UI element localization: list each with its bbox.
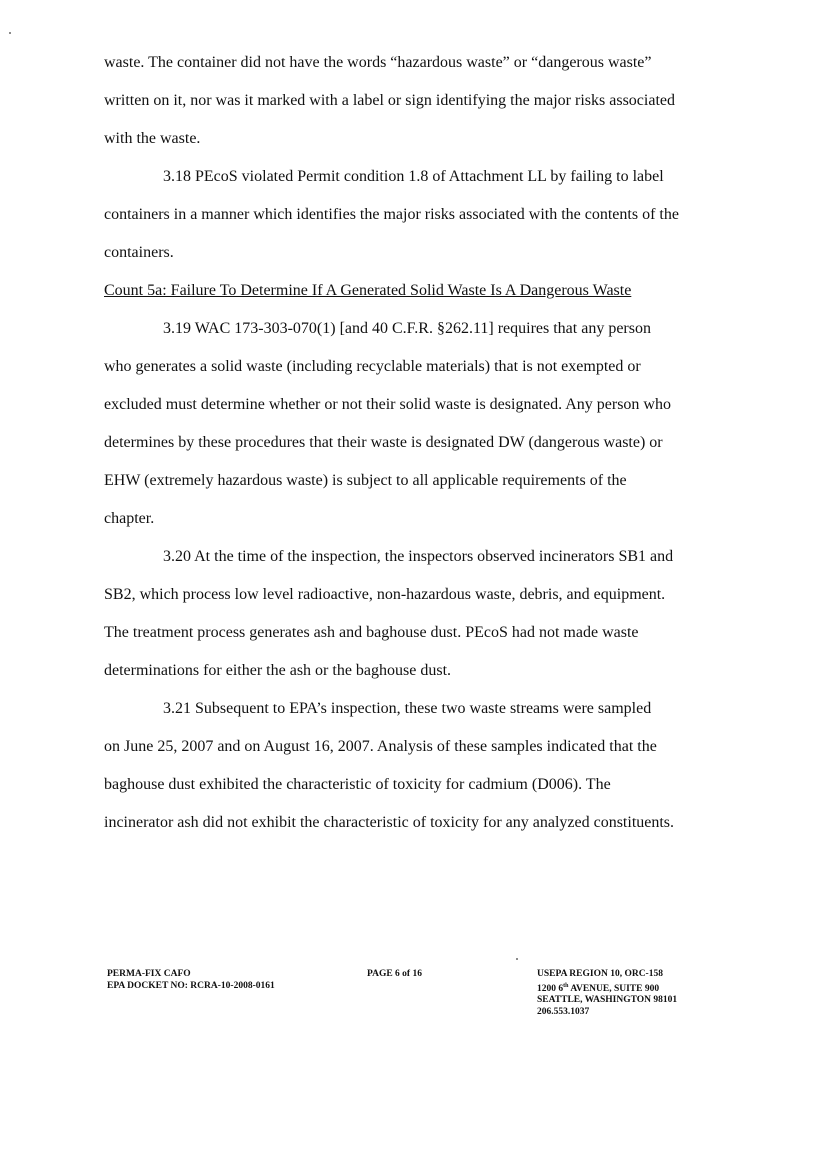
scan-speck	[9, 32, 11, 34]
text-line: who generates a solid waste (including recyclable materials) that is not exempted or	[104, 358, 641, 375]
section-heading: Count 5a: Failure To Determine If A Generated Solid Waste Is A Dangerous Waste	[104, 282, 632, 299]
text-line: The treatment process generates ash and baghouse dust. PEcoS had not made waste	[104, 624, 639, 641]
footer-office: USEPA REGION 10, ORC-158	[537, 969, 663, 979]
footer-docket-number: EPA DOCKET NO: RCRA-10-2008-0161	[107, 980, 275, 991]
footer-page-number: PAGE 6 of 16	[367, 969, 422, 979]
text-line: waste. The container did not have the words “hazardous waste” or “dangerous waste”	[104, 54, 652, 71]
text-line: SB2, which process low level radioactive, non-hazardous waste, debris, and equipment.	[104, 586, 666, 603]
text-line: 3.20 At the time of the inspection, the inspectors observed incinerators SB1 and	[163, 548, 674, 565]
text-line: containers in a manner which identifies the major risks associated with the contents of the	[104, 206, 679, 223]
text-line: 3.19 WAC 173-303-070(1) [and 40 C.F.R. §262.11] requires that any person	[163, 320, 651, 337]
text-line: determines by these procedures that their waste is designated DW (dangerous waste) or	[104, 434, 663, 451]
text-line: written on it, nor was it marked with a label or sign identifying the major risks associated	[104, 92, 675, 109]
scan-speck	[516, 958, 518, 960]
text-line: with the waste.	[104, 130, 201, 147]
text-line: EHW (extremely hazardous waste) is subject to all applicable requirements of the	[104, 472, 627, 489]
footer-case-name: PERMA-FIX CAFO	[107, 969, 191, 979]
text-line: 3.18 PEcoS violated Permit condition 1.8 of Attachment LL by failing to label	[163, 168, 664, 185]
text-line: excluded must determine whether or not their solid waste is designated. Any person who	[104, 396, 671, 413]
text-line: chapter.	[104, 510, 155, 527]
text-line: incinerator ash did not exhibit the characteristic of toxicity for any analyzed constituents.	[104, 814, 675, 831]
footer-city: SEATTLE, WASHINGTON 98101	[537, 995, 678, 1006]
text-line: containers.	[104, 244, 174, 261]
footer-phone: 206.553.1037	[537, 1006, 590, 1017]
footer-left	[107, 969, 275, 992]
footer-street: 1200 6th AVENUE, SUITE 900	[537, 982, 660, 994]
text-line: 3.21 Subsequent to EPA’s inspection, these two waste streams were sampled	[163, 700, 652, 717]
text-line: baghouse dust exhibited the characteristic of toxicity for cadmium (D006). The	[104, 776, 611, 793]
text-line: determinations for either the ash or the baghouse dust.	[104, 662, 452, 679]
footer-address	[537, 969, 677, 1018]
text-line: on June 25, 2007 and on August 16, 2007. Analysis of these samples indicated that the	[104, 738, 657, 755]
